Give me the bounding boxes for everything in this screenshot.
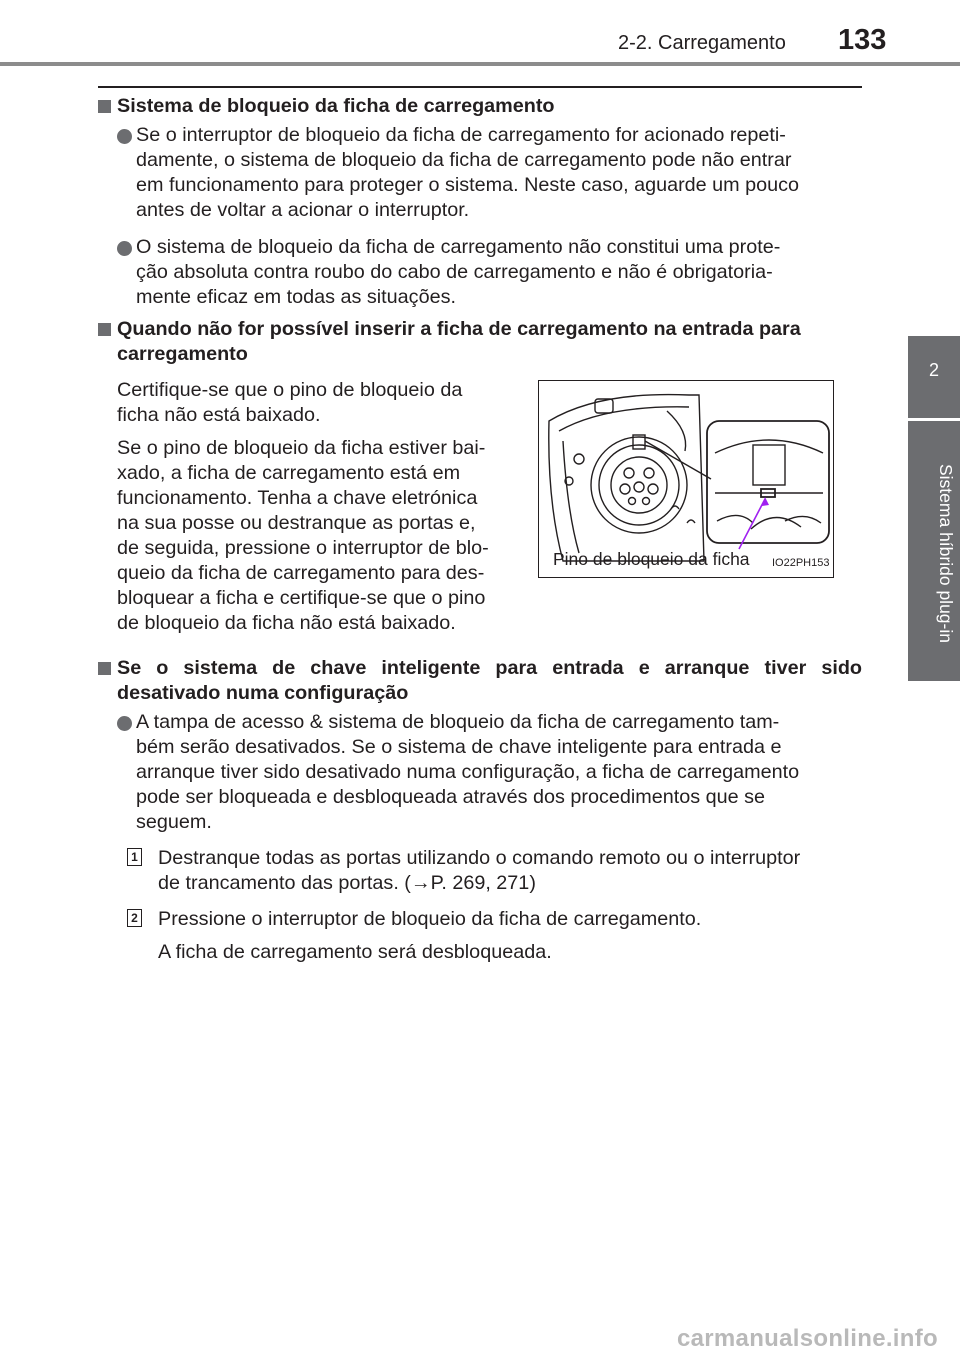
section-heading-line: Quando não for possível inserir a ficha de carregamento na entrada para [117,318,801,340]
page-number: 133 [838,24,887,56]
step-text-line: Pressione o interruptor de bloqueio da ficha de carregamento. [158,908,702,930]
step-result: A ficha de carregamento será desbloqueada. [158,941,552,963]
paragraph-line: Certifique-se que o pino de bloqueio da [117,379,463,401]
paragraph-line: queio da ficha de carregamento para des- [117,562,485,584]
paragraph-line: na sua posse ou destranque as portas e, [117,512,476,534]
bullet-text-line: seguem. [136,811,212,833]
bullet-text-line: pode ser bloqueada e desbloqueada através dos procedimentos que se [136,786,766,808]
step-text-line: de trancamento das portas. (→P. 269, 271) [158,872,536,894]
bullet-text-line: A tampa de acesso & sistema de bloqueio da ficha de carregamento tam- [136,711,780,733]
paragraph-line: Se o pino de bloqueio da ficha estiver bai- [117,437,486,459]
paragraph-line: ficha não está baixado. [117,404,321,426]
bullet-text-line: O sistema de bloqueio da ficha de carregamento não constitui uma prote- [136,236,781,258]
paragraph-line: xado, a ficha de carregamento está em [117,462,461,484]
content-top-rule [98,86,862,88]
bullet-text-line: damente, o sistema de bloqueio da ficha de carregamento pode não entrar [136,149,792,171]
section-heading-line: carregamento [117,343,248,365]
section-bullet-icon [98,323,111,336]
section-bullet-icon [98,662,111,675]
step-number: 2 [127,909,142,927]
figure-code: IO22PH153 [772,557,830,569]
bullet-dot-icon [117,716,132,731]
paragraph-line: bloquear a ficha e certifique-se que o pino [117,587,486,609]
header-rule [0,62,960,66]
step-number: 1 [127,848,142,866]
step-text-line: Destranque todas as portas utilizando o comando remoto ou o interruptor [158,847,801,869]
charging-inlet-figure [538,380,834,578]
bullet-text-line: bém serão desativados. Se o sistema de chave inteligente para entrada e [136,736,782,758]
bullet-dot-icon [117,241,132,256]
bullet-text-line: arranque tiver sido desativado numa configuração, a ficha de carregamento [136,761,800,783]
paragraph-line: de seguida, pressione o interruptor de blo- [117,537,489,559]
chapter-title: Sistema híbrido plug-in [936,463,956,643]
bullet-text-line: Se o interruptor de bloqueio da ficha de carregamento for acionado repeti- [136,124,786,146]
section-heading-line: Se o sistema de chave inteligente para entrada e arranque tiver sido [117,657,862,679]
bullet-text-line: mente eficaz em todas as situações. [136,286,456,308]
chapter-tab [908,336,960,418]
paragraph-line: de bloqueio da ficha não está baixado. [117,612,456,634]
section-title: 2-2. Carregamento [618,32,786,54]
section-bullet-icon [98,100,111,113]
watermark: carmanualsonline.info [676,1325,938,1352]
section-heading-line: desativado numa configuração [117,682,409,704]
chapter-number: 2 [928,360,939,380]
bullet-text-line: antes de voltar a acionar o interruptor. [136,199,470,221]
paragraph-line: funcionamento. Tenha a chave eletrónica [117,487,478,509]
bullet-dot-icon [117,129,132,144]
bullet-text-line: ção absoluta contra roubo do cabo de carregamento e não é obrigatoria- [136,261,773,283]
bullet-text-line: em funcionamento para proteger o sistema. Neste caso, aguarde um pouco [136,174,800,196]
figure-caption: Pino de bloqueio da ficha [553,549,750,569]
section-heading: Sistema de bloqueio da ficha de carregamento [117,95,555,117]
